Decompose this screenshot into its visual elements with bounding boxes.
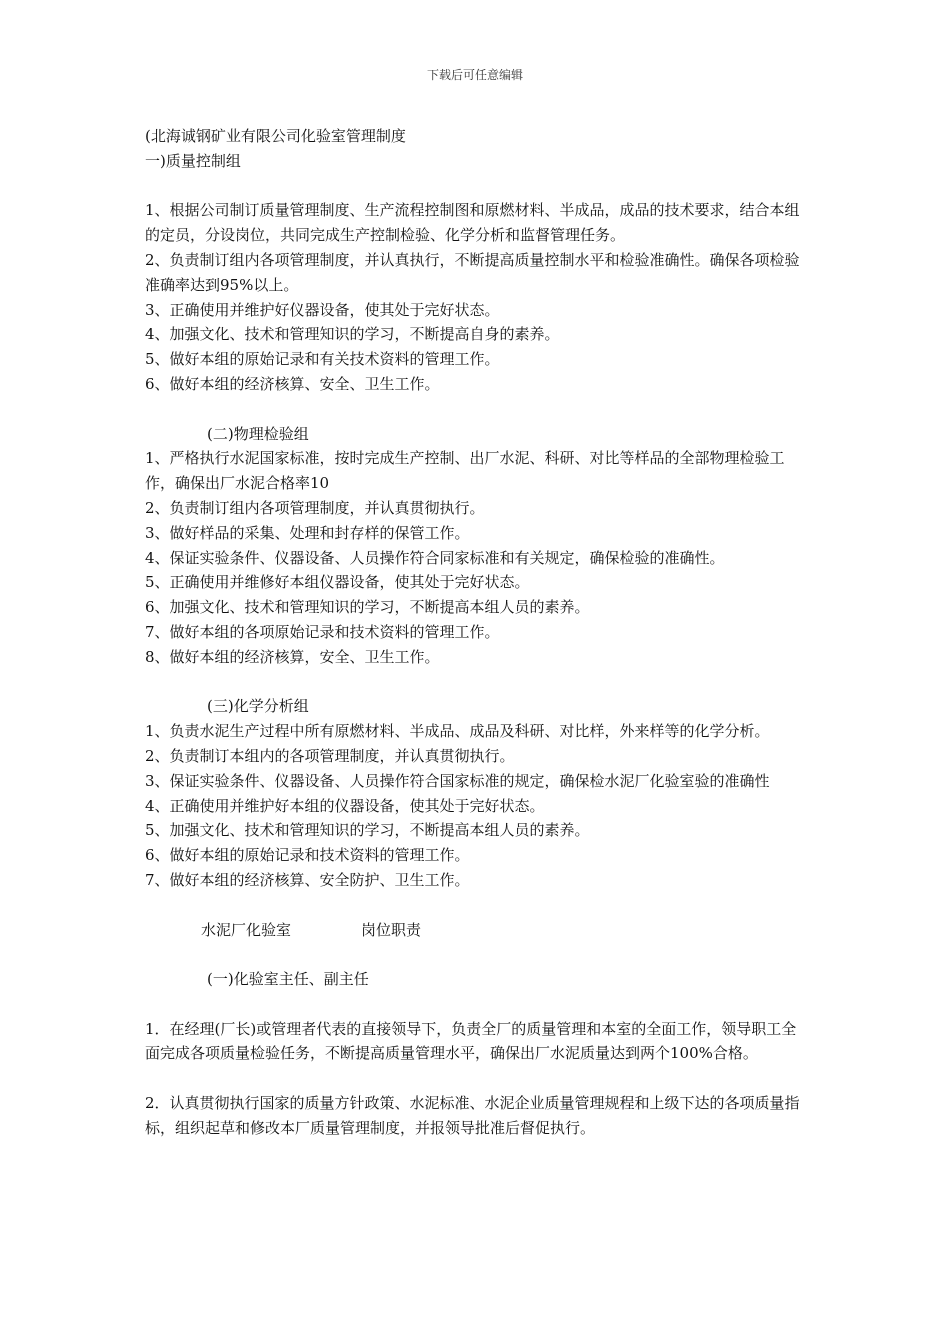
list-item: 3、做好样品的采集、处理和封存样的保管工作。: [145, 523, 470, 542]
document-body: [145, 124, 809, 1141]
list-item: 8、做好本组的经济核算，安全、卫生工作。: [145, 647, 440, 666]
section-heading-physical-testing: (二)物理检验组: [207, 424, 309, 443]
list-item: 6、做好本组的经济核算、安全、卫生工作。: [145, 374, 440, 393]
list-item: 4、保证实验条件、仪器设备、人员操作符合同家标准和有关规定，确保检验的准确性。: [145, 548, 725, 567]
list-item: 2、负责制订本组内的各项管理制度，并认真贯彻执行。: [145, 746, 515, 765]
list-item: 1、负责水泥生产过程中所有原燃材料、半成品、成品及科研、对比样，外来样等的化学分析。: [145, 722, 770, 741]
document-title: (北海诚钢矿业有限公司化验室管理制度: [145, 127, 406, 145]
list-item: 4、正确使用并维护好本组的仪器设备，使其处于完好状态。: [145, 796, 545, 815]
section-heading-director: (一)化验室主任、副主任: [207, 970, 369, 989]
paragraph: 2．认真贯彻执行国家的质量方针政策、水泥标准、水泥企业质量管理规程和上级下达的各项质量指标，组织起草和修改本厂质量管理制度，并报领导批准后督促执行。: [145, 1094, 800, 1137]
section-heading-quality-control: 一)质量控制组: [145, 151, 241, 170]
section-title-row: [145, 918, 809, 943]
list-item: 6、加强文化、技术和管理知识的学习，不断提高本组人员的素养。: [145, 598, 590, 617]
page-header: 下载后可任意编辑: [426, 68, 523, 82]
list-item: 1、根据公司制订质量管理制度、生产流程控制图和原燃材料、半成品，成品的技术要求，结合本组的定员，分设岗位，共同完成生产控制检验、化学分析和监督管理任务。: [145, 201, 800, 245]
list-item: 2、负责制订组内各项管理制度，并认真贯彻执行。: [145, 498, 485, 517]
paragraph: 1．在经理(厂长)或管理者代表的直接领导下，负责全厂的质量管理和本室的全面工作，领导职工全面完成各项质量检验任务，不断提高质量管理水平，确保出厂水泥质量达到两个100%合格。: [145, 1019, 797, 1063]
list-item: 5、正确使用并维修好本组仪器设备，使其处于完好状态。: [145, 573, 530, 592]
list-item: 3、保证实验条件、仪器设备、人员操作符合国家标准的规定，确保检水泥厂化验室验的准确性: [145, 771, 770, 790]
list-item: 1、严格执行水泥国家标准，按时完成生产控制、出厂水泥、科研、对比等样品的全部物理检验工作，确保出厂水泥合格率10: [145, 449, 785, 493]
section-title-right: 岗位职责: [361, 920, 422, 939]
list-item: 5、加强文化、技术和管理知识的学习，不断提高本组人员的素养。: [145, 821, 590, 840]
section-title-left: 水泥厂化验室: [201, 920, 292, 939]
list-item: 4、加强文化、技术和管理知识的学习，不断提高自身的素养。: [145, 325, 560, 344]
list-item: 3、正确使用并维护好仪器设备，使其处于完好状态。: [145, 300, 500, 319]
list-item: 6、做好本组的原始记录和技术资料的管理工作。: [145, 846, 470, 865]
list-item: 2、负责制订组内各项管理制度，并认真执行，不断提高质量控制水平和检验准确性。确保各项检验准确率达到95%以上。: [145, 250, 800, 294]
section-heading-chemical-analysis: (三)化学分析组: [207, 697, 309, 716]
list-item: 7、做好本组的各项原始记录和技术资料的管理工作。: [145, 622, 500, 641]
list-item: 7、做好本组的经济核算、安全防护、卫生工作。: [145, 870, 470, 889]
list-item: 5、做好本组的原始记录和有关技术资料的管理工作。: [145, 350, 500, 369]
